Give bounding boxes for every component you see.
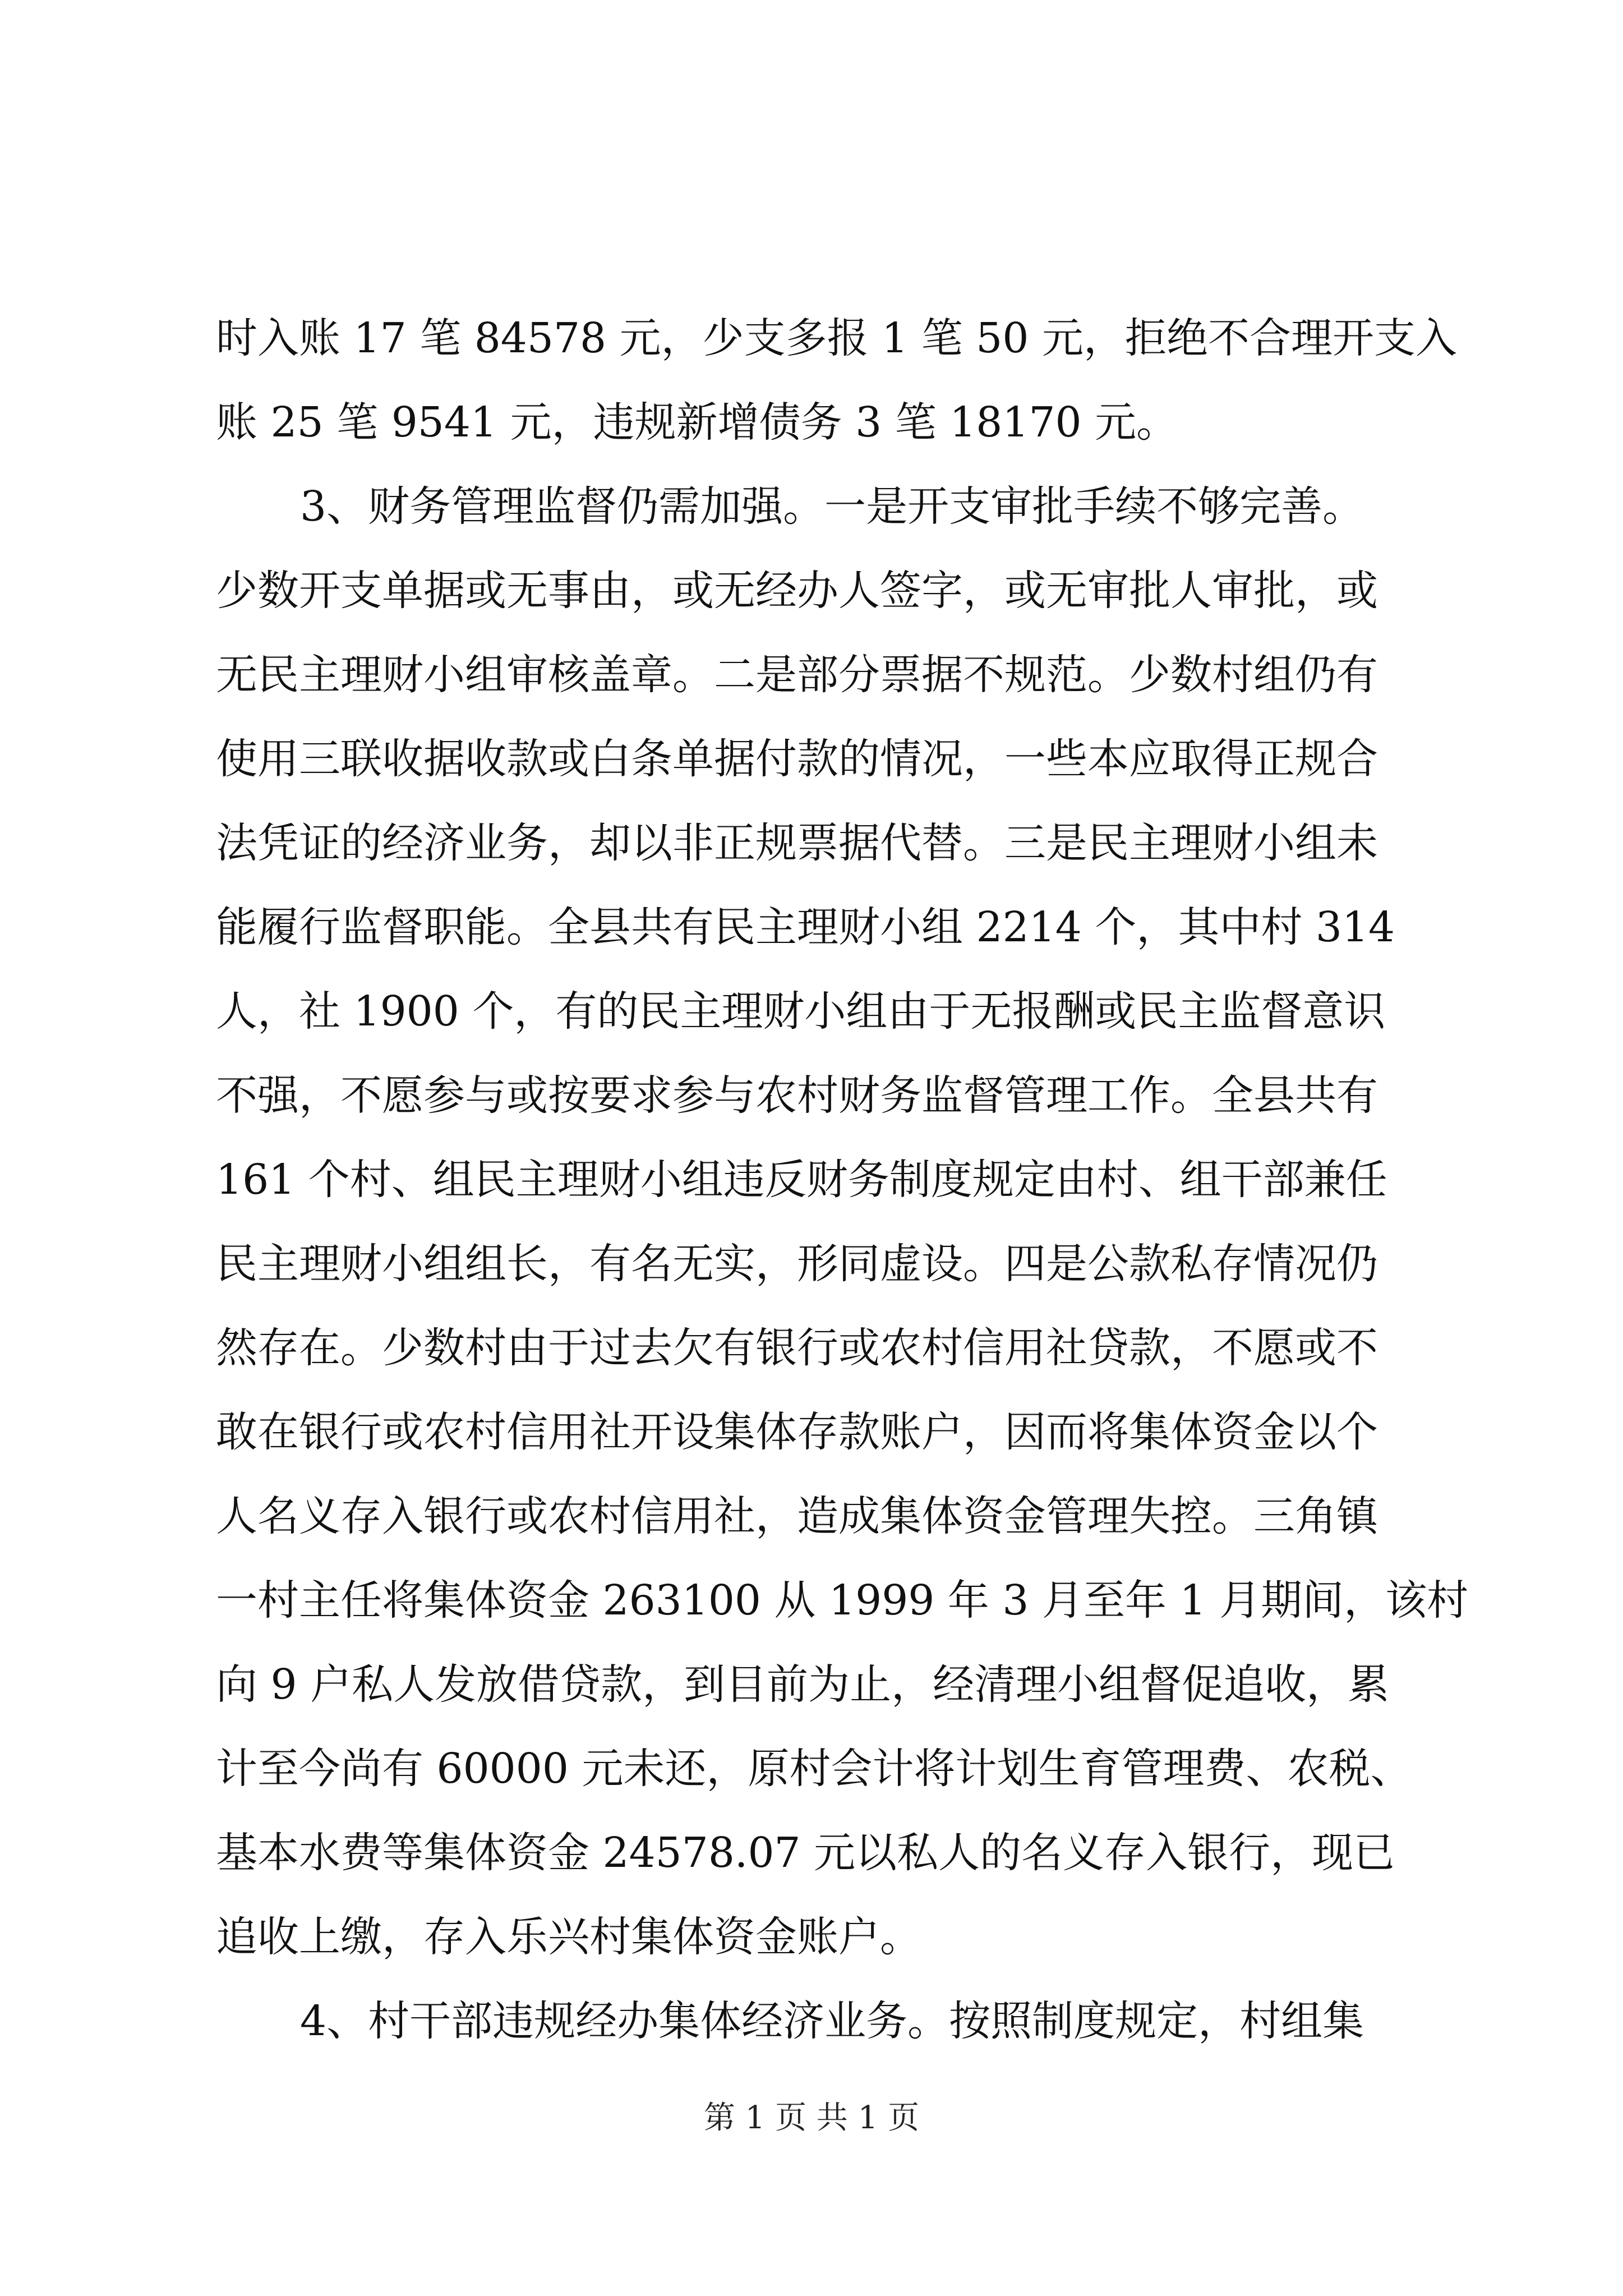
body-line: 人名义存入银行或农村信用社，造成集体资金管理失控。三角镇 — [216, 1492, 1378, 1540]
body-line: 一村主任将集体资金 263100 从 1999 年 3 月至年 1 月期间，该村 — [216, 1576, 1469, 1625]
body-line: 人，社 1900 个，有的民主理财小组由于无报酬或民主监督意识 — [216, 987, 1386, 1036]
body-line: 计至今尚有 60000 元未还，原村会计将计划生育管理费、农税、 — [216, 1745, 1412, 1793]
paragraph-4-start: 4、村干部违规经办集体经济业务。按照制度规定，村组集 — [300, 1997, 1364, 2045]
body-line: 161 个村、组民主理财小组违反财务制度规定由村、组干部兼任 — [216, 1156, 1387, 1204]
body-line: 少数开支单据或无事由，或无经办人签字，或无审批人审批，或 — [216, 567, 1378, 615]
body-line: 不强，不愿参与或按要求参与农村财务监督管理工作。全县共有 — [216, 1071, 1378, 1120]
body-line: 追收上缴，存入乐兴村集体资金账户。 — [216, 1913, 921, 1961]
body-line: 时入账 17 笔 84578 元，少支多报 1 笔 50 元，拒绝不合理开支入 — [216, 314, 1457, 362]
body-line: 账 25 笔 9541 元，违规新增债务 3 笔 18170 元。 — [216, 398, 1178, 447]
body-line: 然存在。少数村由于过去欠有银行或农村信用社贷款，不愿或不 — [216, 1324, 1378, 1372]
body-line: 使用三联收据收款或白条单据付款的情况，一些本应取得正规合 — [216, 735, 1378, 783]
page-footer: 第 1 页 共 1 页 — [703, 2100, 920, 2136]
body-line: 敢在银行或农村信用社开设集体存款账户，因而将集体资金以个 — [216, 1408, 1378, 1456]
body-line: 向 9 户私人发放借贷款，到目前为止，经清理小组督促追收，累 — [216, 1660, 1390, 1709]
body-line: 法凭证的经济业务，却以非正规票据代替。三是民主理财小组未 — [216, 819, 1378, 867]
body-line: 无民主理财小组审核盖章。二是部分票据不规范。少数村组仍有 — [216, 651, 1378, 699]
body-line: 民主理财小组组长，有名无实，形同虚设。四是公款私存情况仍 — [216, 1240, 1378, 1288]
body-line: 能履行监督职能。全县共有民主理财小组 2214 个，其中村 314 — [216, 903, 1395, 951]
paragraph-3-start: 3、财务管理监督仍需加强。一是开支审批手续不够完善。 — [300, 482, 1364, 531]
body-line: 基本水费等集体资金 24578.07 元以私人的名义存入银行，现已 — [216, 1829, 1395, 1877]
